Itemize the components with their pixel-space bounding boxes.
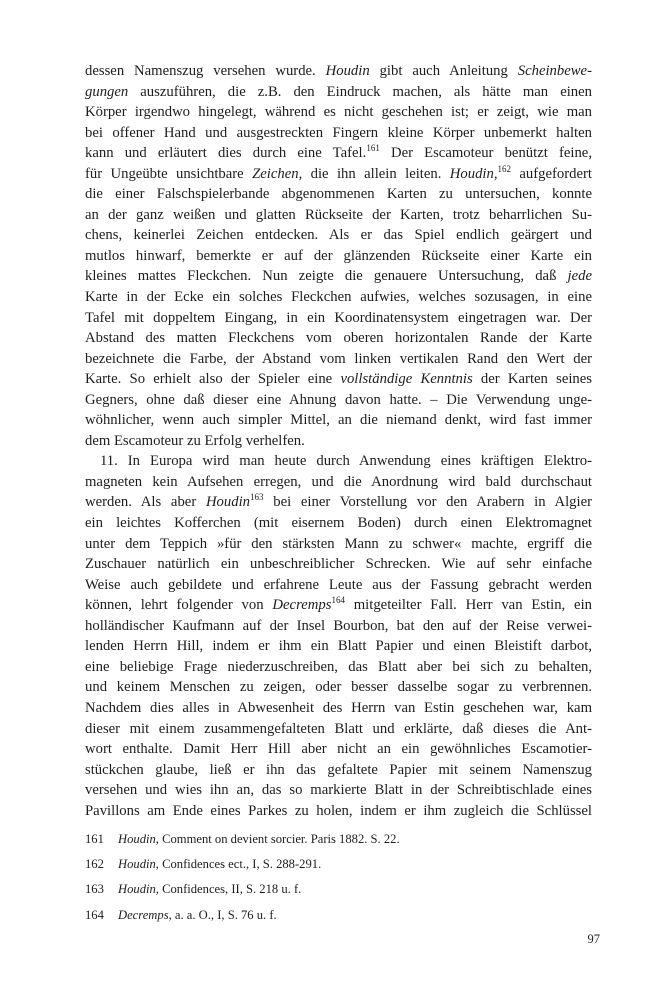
text-line (85, 308, 592, 329)
text-line (85, 472, 592, 493)
text-segment: Tafel mit doppeltem Eingang, in ein Koordinatensystem eingetragen war. Der (85, 309, 592, 326)
footnote-text (118, 903, 592, 928)
text-segment: Der Escamoteur benützt feine, (379, 145, 592, 162)
text-line (85, 636, 592, 657)
text-segment: kann und erläutert dies durch eine Tafel. (85, 145, 367, 162)
text-segment: der Karten seines (472, 371, 592, 388)
text-segment: Weise auch gebildete und erfahrene Leute aus der Fassung gebracht werden (85, 576, 592, 593)
footnote-reference: 162 (497, 163, 512, 174)
text-segment: mutlos hinwarf, bemerkte er auf der glänzenden Rückseite einer Karte ein (85, 247, 592, 264)
emphasized-text: jede (567, 268, 592, 285)
emphasized-text: Houdin (449, 165, 494, 182)
text-segment: Pavillons am Ende eines Parkes zu holen, indem er ihm zugleich die Schlüssel (85, 802, 592, 819)
footnote-number: 164 (85, 907, 104, 922)
text-segment: chens, keinerlei Zeichen entdecken. Als er das Spiel endlich geärgert und (85, 227, 592, 244)
footnote-reference: 161 (366, 143, 380, 154)
text-segment: , Confidences, II, S. 218 u. f. (155, 882, 302, 897)
paragraph (85, 61, 592, 451)
emphasized-text: Scheinbewe- (517, 63, 592, 79)
emphasized-text: Houdin (118, 832, 156, 846)
paragraph (85, 451, 592, 821)
footnote-number: 163 (85, 882, 104, 897)
text-segment: und keinem Menschen zu zeigen, oder besser dasselbe sogar zu verbrennen. (85, 679, 592, 696)
text-segment: , a. a. O., I, S. 76 u. f. (168, 907, 277, 922)
text-segment: magneten kein Aufsehen erregen, und die Anordnung wird bald durchschaut (85, 473, 592, 490)
text-line (85, 719, 592, 740)
footnote-entry (85, 877, 592, 902)
emphasized-text: vollständige Kenntnis (340, 371, 473, 388)
text-line (85, 739, 592, 760)
text-segment: Gegners, ohne daß dieser eine Ahnung davon hatte. – Die Verwendung unge- (85, 391, 592, 408)
footnotes-section (85, 827, 592, 928)
text-line (85, 657, 592, 678)
text-segment: 11. In Europa wird man heute durch Anwendung eines kräftigen Elektro- (100, 453, 592, 470)
text-segment: an der ganz weißen und glatten Rückseite der Karten, trotz beharrlichen Su- (85, 206, 592, 223)
text-segment: Karte. So erhielt also der Spieler eine (85, 371, 341, 388)
footnote-reference: 163 (250, 492, 264, 503)
emphasized-text: Houdin (205, 494, 250, 511)
text-line (85, 225, 592, 246)
footnote-entry (85, 903, 592, 928)
text-segment: bei einer Vorstellung vor den Arabern in Algier (263, 494, 592, 511)
text-segment: Abstand des matten Fleckchens vom oberen horizontalen Rande der Karte (85, 330, 592, 347)
text-line (85, 780, 592, 801)
text-line (85, 760, 592, 781)
text-line (85, 575, 592, 596)
footnote-reference: 164 (331, 595, 345, 606)
text-line (85, 164, 592, 185)
text-segment: wöhnlicher, wenn auch simpler Mittel, an die niemand denkt, wird fast immer (85, 412, 592, 429)
text-line (85, 554, 592, 575)
text-segment: auszuführen, die z.B. den Eindruck machen, als hätte man einen (128, 83, 592, 100)
text-segment: dieser mit einem zusammengefalteten Blatt und erklärte, daß dieses die Ant- (85, 720, 592, 737)
emphasized-text: Decremps (118, 907, 169, 922)
text-segment: können, lehrt folgender von (85, 597, 273, 614)
text-line (85, 801, 592, 822)
text-segment: , Comment on devient sorcier. Paris 1882. S. 22. (155, 832, 400, 846)
text-segment: stückchen glaube, ließ er ihn das gefaltete Papier mit seinem Namenszug (85, 761, 592, 778)
text-line (85, 410, 592, 431)
text-line (85, 534, 592, 555)
text-segment: die einer Falschspielerbande abgenommenen Karten zu untersuchen, konnte (85, 186, 592, 203)
text-segment: dessen Namenszug versehen wurde. (85, 63, 326, 79)
emphasized-text: gungen (85, 83, 129, 100)
text-line (85, 184, 592, 205)
text-line (85, 698, 592, 719)
text-segment: Körper irgendwo hingelegt, während es nicht geschehen ist; er zeigt, wie man (85, 104, 592, 121)
emphasized-text: Zeichen (252, 165, 299, 182)
text-line (85, 595, 592, 616)
emphasized-text: Decremps (272, 597, 332, 614)
page-number: 97 (587, 932, 600, 946)
text-segment: kleines mattes Fleckchen. Nun zeigte die genauere Untersuchung, daß (85, 268, 568, 285)
text-line (85, 82, 592, 103)
text-segment: , die ihn allein leiten. (298, 165, 450, 182)
text-segment: mitgeteilter Fall. Herr van Estin, ein (344, 597, 592, 614)
text-line (85, 266, 592, 287)
footnote-number: 161 (85, 832, 104, 846)
text-segment: bei offener Hand und ausgestreckten Fingern kleine Körper unbemerkt halten (85, 124, 592, 141)
text-line (85, 616, 592, 637)
text-segment: werden. Als aber (85, 494, 206, 511)
text-segment: Nachdem dies alles in Abwesenheit des Herrn van Estin geschehen war, kam (85, 699, 592, 716)
footnote-number: 162 (85, 857, 104, 872)
text-line (85, 390, 592, 411)
text-line (85, 677, 592, 698)
emphasized-text: Houdin (118, 857, 156, 872)
footnote-entry (85, 827, 592, 852)
text-line (85, 369, 592, 390)
footnote-entry (85, 852, 592, 877)
text-line (85, 102, 592, 123)
text-line (85, 513, 592, 534)
text-line (85, 143, 592, 164)
text-segment: gibt auch Anleitung (369, 63, 518, 79)
page-body (85, 61, 592, 821)
text-segment: lenden Herrn Hill, indem er ihm ein Blatt Papier und einen Bleistift darbot, (85, 638, 592, 655)
text-line (85, 123, 592, 144)
text-line (85, 287, 592, 308)
text-segment: bezeichnete die Farbe, der Abstand vom linken vertikalen Rand den Wert der (85, 350, 592, 367)
text-line (85, 451, 592, 472)
text-segment: ein leichtes Kofferchen (mit eisernem Boden) durch einen Elektromagnet (85, 515, 592, 532)
text-segment: , (493, 165, 498, 182)
footnote-text (118, 827, 592, 852)
emphasized-text: Houdin (118, 882, 156, 897)
text-segment: Zuschauer natürlich ein unbeschreiblicher Schrecken. Wie auf sehr einfache (85, 556, 592, 573)
emphasized-text: Houdin (325, 63, 370, 79)
text-segment: für Ungeübte unsichtbare (85, 165, 253, 182)
text-segment: aufgefordert (511, 165, 592, 182)
text-line (85, 246, 592, 267)
text-line (85, 328, 592, 349)
text-segment: , Confidences ect., I, S. 288-291. (155, 857, 322, 872)
text-segment: unter dem Teppich »für den stärksten Mann zu schwer« machte, ergriff die (85, 535, 592, 552)
text-segment: Karte in der Ecke ein solches Fleckchen aufwies, welches sozusagen, in eine (85, 289, 592, 306)
text-line (85, 61, 592, 82)
footnote-text (118, 852, 592, 877)
text-segment: holländischer Kaufmann auf der Insel Bourbon, bat den auf der Reise verwei- (85, 617, 592, 634)
text-segment: versehen und wies ihn an, das so markierte Blatt in der Schreibtischlade eines (85, 782, 592, 799)
text-line (85, 492, 592, 513)
text-line (85, 431, 592, 452)
text-line (85, 205, 592, 226)
text-segment: dem Escamoteur zu Erfolg verhelfen. (85, 432, 305, 449)
footnote-text (118, 877, 592, 902)
text-line (85, 349, 592, 370)
text-segment: eine beliebige Frage niederzuschreiben, das Blatt aber bei sich zu behalten, (85, 658, 592, 675)
text-segment: wort enthalte. Damit Herr Hill aber nicht an ein gewöhnliches Escamotier- (85, 741, 592, 758)
